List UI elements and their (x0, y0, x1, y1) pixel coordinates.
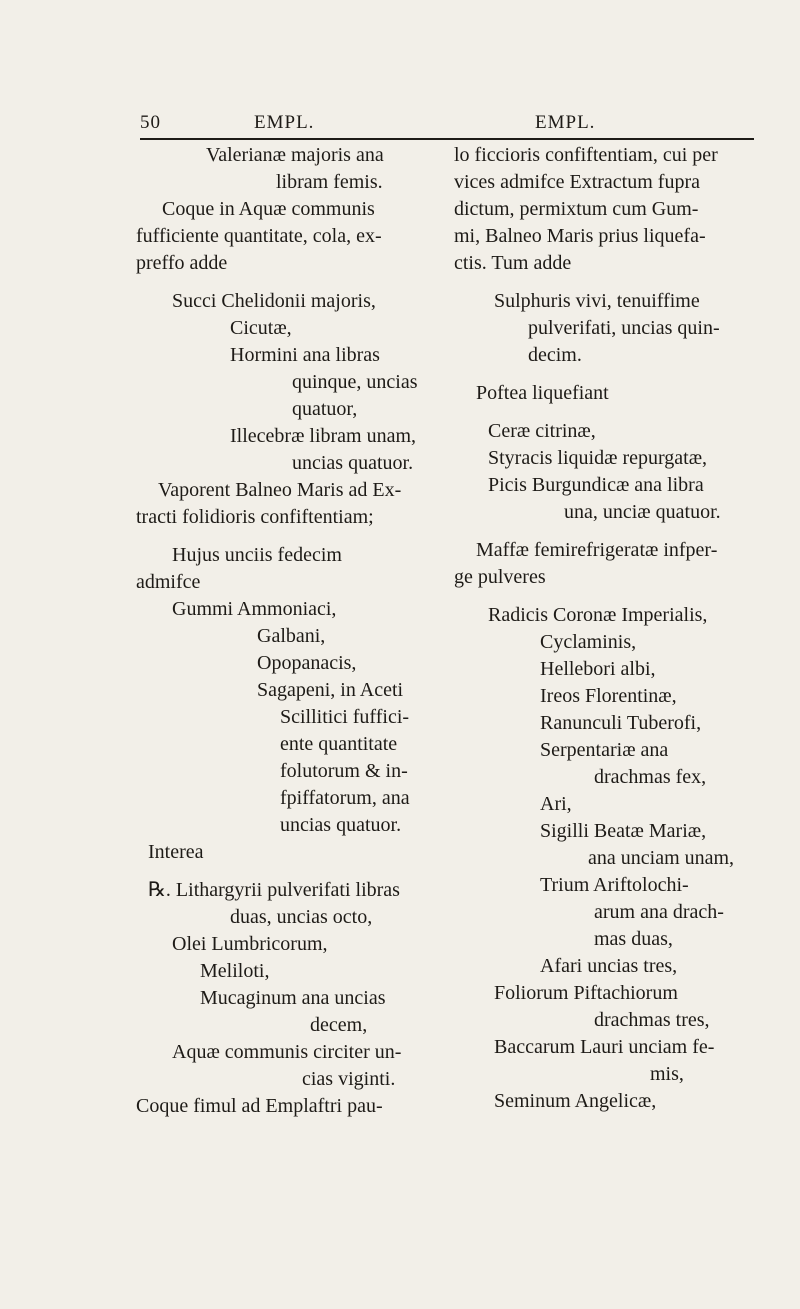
text-line: Maffæ femirefrigeratæ infper- (476, 539, 718, 561)
text-line: lo ficcioris confiftentiam, cui per (454, 144, 718, 166)
text-line: folutorum & in- (280, 760, 408, 782)
text-line: duas, uncias octo, (230, 906, 373, 928)
text-line: Ari, (540, 793, 572, 815)
text-line: pulverifati, uncias quin- (528, 317, 720, 339)
text-line: Illecebræ libram unam, (230, 425, 417, 447)
text-line: vices admifce Extractum fupra (454, 171, 700, 193)
text-line: admifce (136, 571, 201, 593)
text-line: Serpentariæ ana (540, 739, 669, 761)
text-line: drachmas tres, (594, 1009, 710, 1031)
text-line: Trium Ariftolochi- (540, 874, 689, 896)
text-line: una, unciæ quatuor. (564, 501, 721, 523)
text-line: Seminum Angelicæ, (494, 1090, 657, 1112)
text-line: Coque in Aquæ communis (162, 198, 375, 220)
text-line: Olei Lumbricorum, (172, 933, 328, 955)
text-line: arum ana drach- (594, 901, 724, 923)
text-line: Ceræ citrinæ, (488, 420, 596, 442)
text-line: ℞. Lithargyrii pulverifati libras (148, 879, 400, 901)
text-line: dictum, permixtum cum Gum- (454, 198, 699, 220)
text-line: cias viginti. (302, 1068, 396, 1090)
header-rule (140, 138, 754, 140)
text-line: libram femis. (276, 171, 383, 193)
text-line: Opopanacis, (257, 652, 357, 674)
text-line: preffo adde (136, 252, 228, 274)
text-line: drachmas fex, (594, 766, 707, 788)
text-line: fufficiente quantitate, cola, ex- (136, 225, 382, 247)
text-line: Hellebori albi, (540, 658, 656, 680)
text-line: Cicutæ, (230, 317, 292, 339)
text-line: quatuor, (292, 398, 358, 420)
text-line: Meliloti, (200, 960, 270, 982)
text-line: Hujus unciis fedecim (172, 544, 342, 566)
text-line: Sigilli Beatæ Mariæ, (540, 820, 707, 842)
text-line: Scillitici fuffici- (280, 706, 410, 728)
text-line: ente quantitate (280, 733, 398, 755)
text-line: Valerianæ majoris ana (206, 144, 384, 166)
text-line: uncias quatuor. (280, 814, 402, 836)
text-line: tracti folidioris confiftentiam; (136, 506, 374, 528)
text-line: Aquæ communis circiter un- (172, 1041, 402, 1063)
text-line: Sagapeni, in Aceti (257, 679, 404, 701)
text-line: Hormini ana libras (230, 344, 380, 366)
running-head-right: EMPL. (535, 112, 596, 133)
text-line: Ireos Florentinæ, (540, 685, 677, 707)
text-line: Baccarum Lauri unciam fe- (494, 1036, 715, 1058)
text-line: mas duas, (594, 928, 673, 950)
text-line: ge pulveres (454, 566, 546, 588)
text-line: Ranunculi Tuberofi, (540, 712, 702, 734)
page-number: 50 (140, 112, 161, 133)
text-line: Interea (148, 841, 204, 863)
text-line: ctis. Tum adde (454, 252, 572, 274)
text-line: Mucaginum ana uncias (200, 987, 386, 1009)
text-line: mi, Balneo Maris prius liquefa- (454, 225, 706, 247)
text-line: Cyclaminis, (540, 631, 637, 653)
text-line: Foliorum Piftachiorum (494, 982, 678, 1004)
text-line: Picis Burgundicæ ana libra (488, 474, 704, 496)
text-line: mis, (650, 1063, 684, 1085)
text-line: Styracis liquidæ repurgatæ, (488, 447, 708, 469)
text-line: Afari uncias tres, (540, 955, 678, 977)
text-line: decem, (310, 1014, 368, 1036)
text-line: Sulphuris vivi, tenuiffime (494, 290, 700, 312)
text-line: uncias quatuor. (292, 452, 414, 474)
text-line: Galbani, (257, 625, 326, 647)
text-line: Radicis Coronæ Imperialis, (488, 604, 708, 626)
text-line: Vaporent Balneo Maris ad Ex- (158, 479, 402, 501)
text-line: Poftea liquefiant (476, 382, 609, 404)
text-line: decim. (528, 344, 582, 366)
text-line: Succi Chelidonii majoris, (172, 290, 376, 312)
text-line: fpiffatorum, ana (280, 787, 410, 809)
text-line: Gummi Ammoniaci, (172, 598, 337, 620)
running-head-left: EMPL. (254, 112, 315, 133)
text-line: ana unciam unam, (588, 847, 735, 869)
text-line: Coque fimul ad Emplaftri pau- (136, 1095, 383, 1117)
text-line: quinque, uncias (292, 371, 418, 393)
